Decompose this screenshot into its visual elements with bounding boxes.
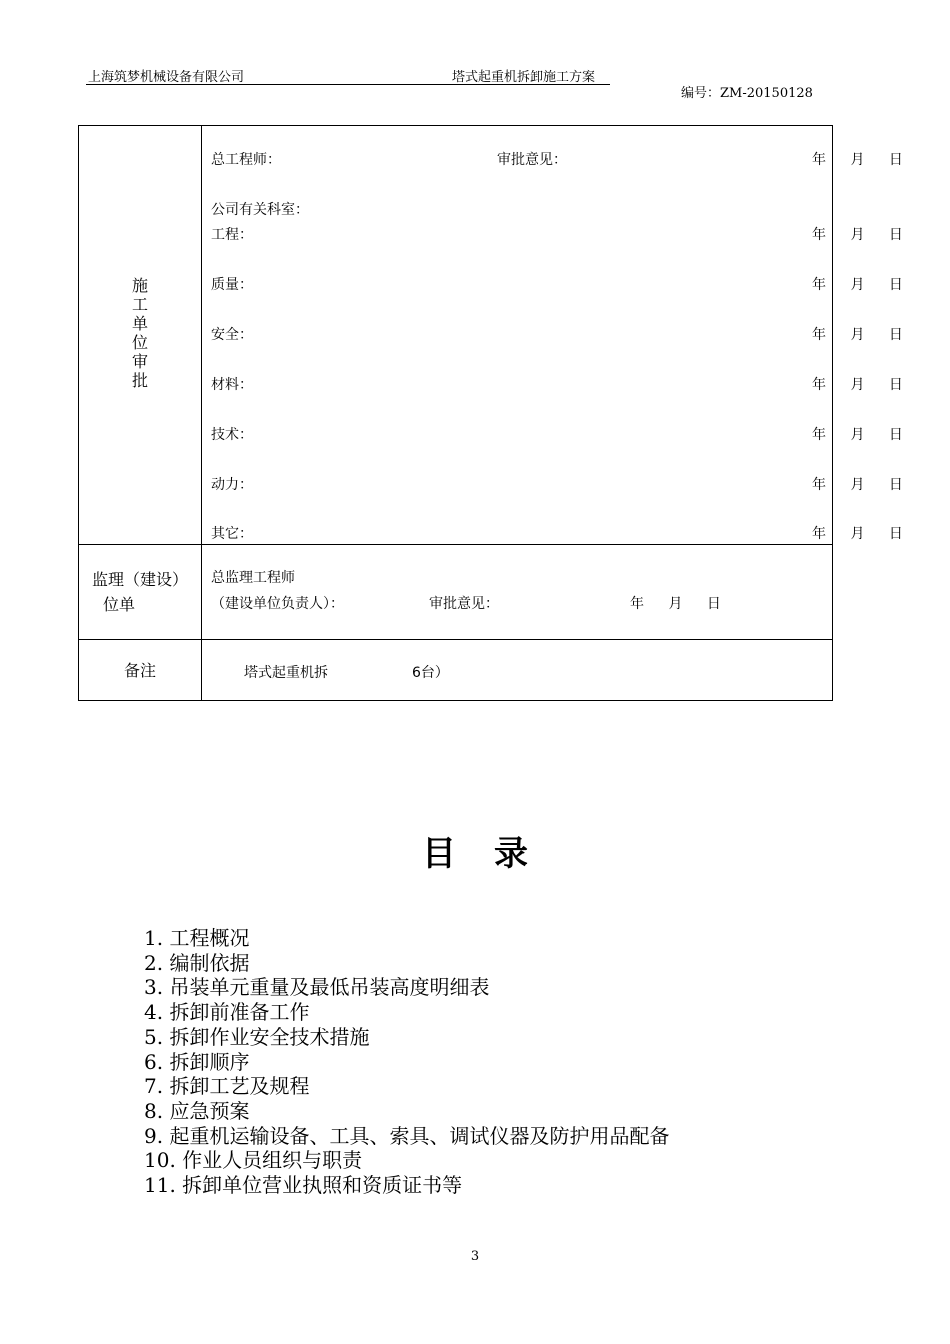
dept-materials-date: 年 月 日 <box>812 377 903 393</box>
remarks-row <box>79 640 833 701</box>
toc-item: 6. 拆卸顺序 <box>144 1049 250 1074</box>
dept-other-label: 其它： <box>211 526 253 542</box>
dept-materials-label: 材料： <box>211 377 253 393</box>
supervision-date: 年 月 日 <box>630 596 721 612</box>
chief-engineer-label: 总工程师： <box>211 152 281 168</box>
approval-table <box>78 125 903 701</box>
table-of-contents <box>144 926 669 1198</box>
dept-other-date: 年 月 日 <box>812 526 903 542</box>
header-rule <box>86 84 610 85</box>
toc-item: 4. 拆卸前准备工作 <box>144 1000 310 1025</box>
dept-engineering-label: 工程： <box>211 227 253 243</box>
departments-title: 公司有关科室： <box>211 202 309 218</box>
header-title: 塔式起重机拆卸施工方案 <box>452 70 596 85</box>
supervision-content <box>202 545 833 640</box>
supervision-opinion-label: 审批意见： <box>429 596 499 612</box>
dept-power-date: 年 月 日 <box>812 477 903 493</box>
construction-approval-label-cell <box>79 126 202 545</box>
supervision-row <box>79 545 833 640</box>
toc-item: 10. 作业人员组织与职责 <box>144 1148 363 1173</box>
chief-opinion-label: 审批意见： <box>497 152 567 168</box>
remarks-label-cell <box>79 640 202 701</box>
toc-item: 2. 编制依据 <box>144 950 250 975</box>
toc-item: 1. 工程概况 <box>144 926 250 950</box>
construction-approval-label: 施工单位审批 <box>131 276 148 390</box>
header-company: 上海筑梦机械设备有限公司 <box>88 70 245 85</box>
dept-safety-label: 安全： <box>211 327 253 343</box>
document-number: 编号：ZM-20150128 <box>681 86 813 101</box>
toc-item: 3. 吊装单元重量及最低吊装高度明细表 <box>144 975 490 1000</box>
toc-item: 8. 应急预案 <box>144 1098 250 1123</box>
toc-item: 9. 起重机运输设备、工具、索具、调试仪器及防护用品配备 <box>144 1123 670 1148</box>
responsible-person-label: （建设单位负责人）： <box>211 596 344 612</box>
toc-item: 7. 拆卸工艺及规程 <box>144 1074 310 1099</box>
supervision-label-cell <box>79 545 202 640</box>
remarks-text-b: 6台） <box>412 665 449 681</box>
supervising-engineer-label: 总监理工程师 <box>211 570 295 586</box>
supervision-label-line1: 监理（建设） <box>91 570 188 589</box>
construction-approval-row <box>79 126 833 545</box>
page-number: 3 <box>470 1249 480 1264</box>
toc-title: 目录 <box>422 834 566 874</box>
remarks-label: 备注 <box>123 661 156 680</box>
remarks-text-a: 塔式起重机拆 <box>244 665 328 681</box>
construction-approval-content <box>202 126 903 545</box>
toc-item: 5. 拆卸作业安全技术措施 <box>144 1024 370 1049</box>
dept-power-label: 动力： <box>211 477 253 493</box>
chief-date: 年 月 日 <box>812 152 903 168</box>
dept-engineering-date: 年 月 日 <box>812 227 903 243</box>
remarks-content <box>202 640 833 701</box>
toc-item: 11. 拆卸单位营业执照和资质证书等 <box>144 1173 463 1198</box>
dept-quality-label: 质量： <box>211 277 253 293</box>
dept-technology-date: 年 月 日 <box>812 427 903 443</box>
dept-technology-label: 技术： <box>211 427 253 443</box>
dept-safety-date: 年 月 日 <box>812 327 903 343</box>
supervision-label-line2: 位单 <box>103 595 136 614</box>
dept-quality-date: 年 月 日 <box>812 277 903 293</box>
